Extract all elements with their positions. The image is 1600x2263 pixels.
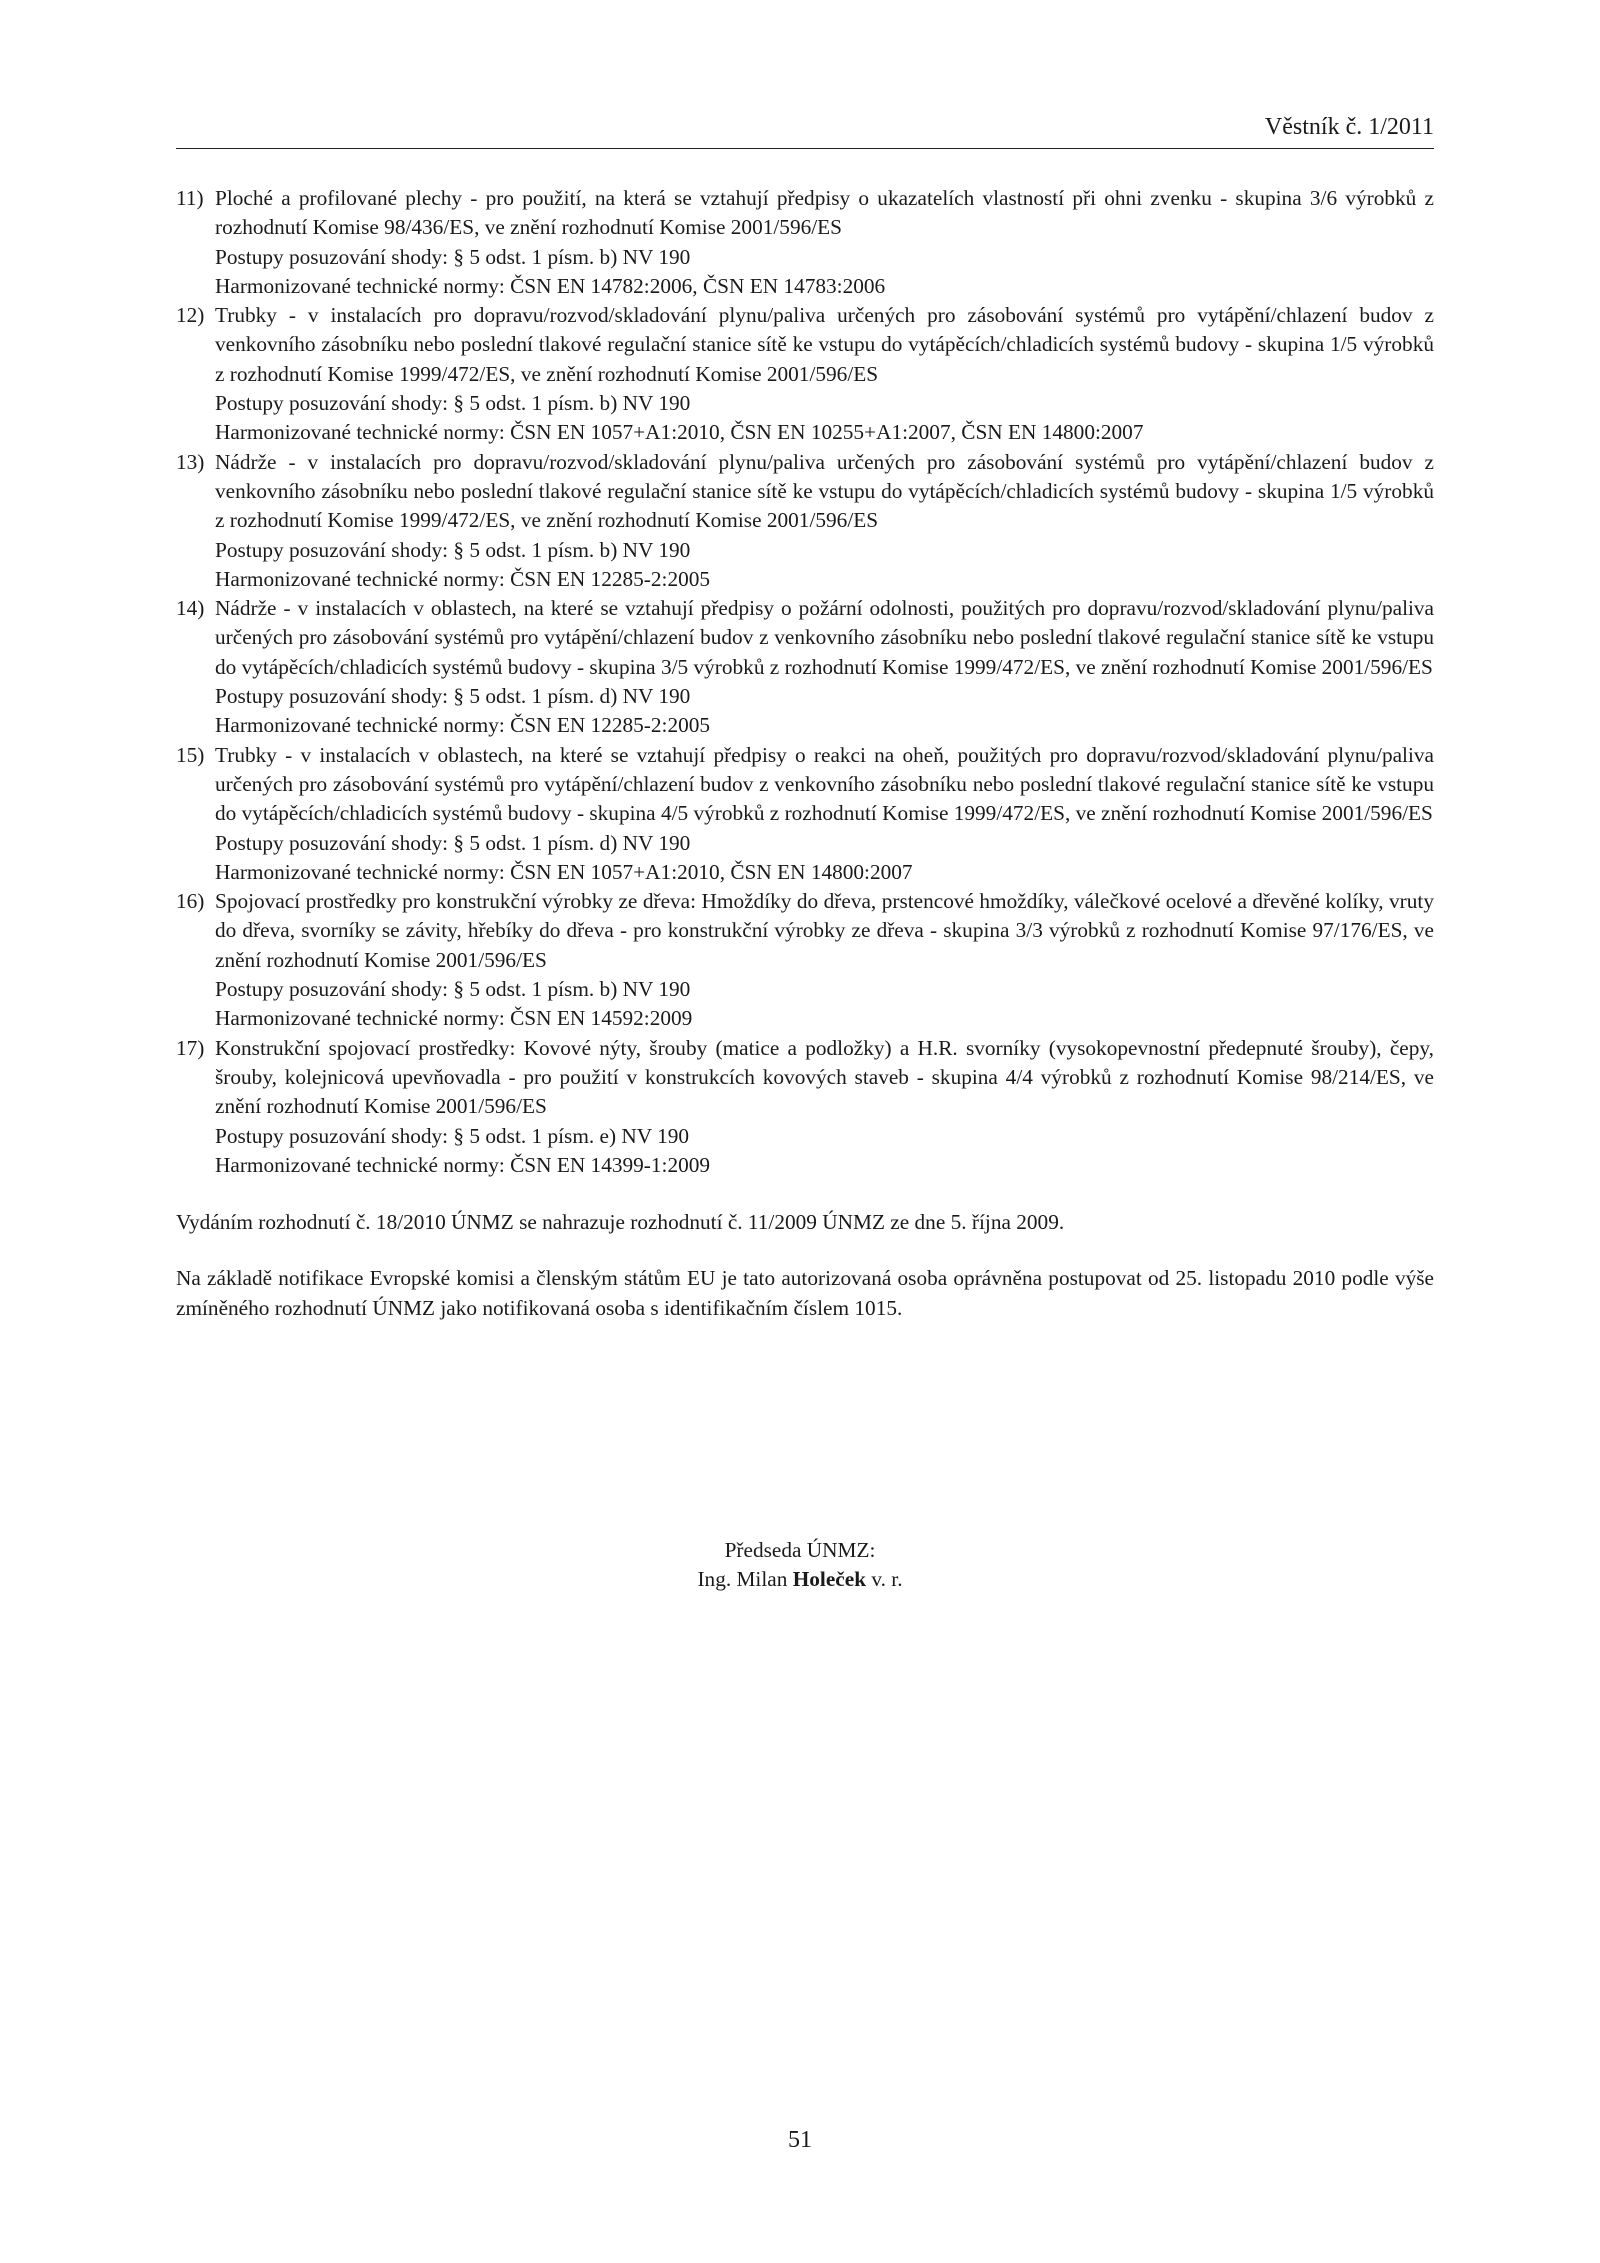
item-norms: Harmonizované technické normy: ČSN EN 12285-2:2005 [215,566,711,591]
item-number: 13) [176,449,205,474]
item-description: Nádrže - v instalacích v oblastech, na které se vztahují předpisy o požární odolnosti, použitých pro dopravu/rozvod/skladování plynu/paliva určených pro zásobování systémů pro vytápění/chlazení budov z venkovního zásobníku nebo poslední tlakové regulační stanice sítě ke vstupu do vytápěcích/chladicích systémů budovy - skupina 3/5 výrobků z rozhodnutí Komise 1999/472/ES, ve znění rozhodnutí Komise 2001/596/ES [215,596,1434,679]
notification-paragraph: Na základě notifikace Evropské komisi a členským státům EU je tato autorizovaná osoba oprávněna postupovat od 25. listopadu 2010 podle výše zmíněného rozhodnutí ÚNMZ jako notifikovaná osoba s identifikačním číslem 1015. [176,1266,1434,1320]
item-number: 12) [176,303,205,328]
item-description: Trubky - v instalacích v oblastech, na které se vztahují předpisy o reakci na oheň, použitých pro dopravu/rozvod/skladování plynu/paliva určených pro zásobování systémů pro vytápění/chlazení budov z venkovního zásobníku nebo poslední tlakové regulační stanice sítě ke vstupu do vytápěcích/chladicích systémů budovy - skupina 4/5 výrobků z rozhodnutí Komise 1999/472/ES, ve znění rozhodnutí Komise 2001/596/ES [215,742,1434,826]
replacement-paragraph: Vydáním rozhodnutí č. 18/2010 ÚNMZ se nahrazuje rozhodnutí č. 11/2009 ÚNMZ ze dne 5. října 2009. [176,1210,1065,1235]
item-procedure: Postupy posuzování shody: § 5 odst. 1 písm. b) NV 190 [215,537,691,562]
item-procedure: Postupy posuzování shody: § 5 odst. 1 písm. b) NV 190 [215,244,691,269]
item-norms: Harmonizované technické normy: ČSN EN 14782:2006, ČSN EN 14783:2006 [215,273,886,298]
item-number: 17) [176,1035,205,1060]
item-number: 15) [176,742,205,767]
signature-line [0,1565,1600,1594]
item-number: 14) [176,596,205,621]
item-description: Nádrže - v instalacích pro dopravu/rozvod/skladování plynu/paliva určených pro zásobování systémů pro vytápění/chlazení budov z venkovního zásobníku nebo poslední tlakové regulační stanice sítě ke vstupu do vytápěcích/chladicích systémů budovy - skupina 1/5 výrobků z rozhodnutí Komise 1999/472/ES, ve znění rozhodnutí Komise 2001/596/ES [215,449,1434,533]
item-description: Ploché a profilované plechy - pro použití, na která se vztahují předpisy o ukazatelích vlastností při ohni zvenku - skupina 3/6 výrobků z rozhodnutí Komise 98/436/ES, ve znění rozhodnutí Komise 2001/596/ES [215,186,1434,240]
item-norms: Harmonizované technické normy: ČSN EN 14399-1:2009 [215,1152,711,1177]
item-norms: Harmonizované technické normy: ČSN EN 14592:2009 [215,1006,693,1031]
item-number: 16) [176,889,205,914]
page-header [176,112,1434,149]
item-description: Konstrukční spojovací prostředky: Kovové nýty, šrouby (matice a podložky) a H.R. svorníky (vysokopevnostní předepnuté šrouby), čepy, šrouby, kolejnicová upevňovadla - pro použití v konstrukcích kovových staveb - skupina 4/4 výrobků z rozhodnutí Komise 98/214/ES, ve znění rozhodnutí Komise 2001/596/ES [215,1035,1434,1119]
signature-block [0,1536,1600,1594]
list-item [176,887,1434,1033]
item-norms: Harmonizované technické normy: ČSN EN 12285-2:2005 [215,713,711,738]
signature-suffix: v. r. [871,1567,903,1591]
item-procedure: Postupy posuzování shody: § 5 odst. 1 písm. b) NV 190 [215,977,691,1002]
list-item [176,448,1434,594]
item-number: 11) [176,186,204,210]
list-item [176,301,1434,447]
list-item [176,184,1434,301]
item-procedure: Postupy posuzování shody: § 5 odst. 1 písm. d) NV 190 [215,684,691,709]
page-number: 51 [788,2127,812,2153]
list-item [176,594,1434,740]
list-item [176,1034,1434,1180]
signature-surname: Holeček [792,1567,867,1591]
item-description: Spojovací prostředky pro konstrukční výrobky ze dřeva: Hmoždíky do dřeva, prstencové hmoždíky, válečkové ocelové a dřevěné kolíky, vruty do dřeva, svorníky se závity, hřebíky do dřeva - pro konstrukční výrobky ze dřeva - skupina 3/3 výrobků z rozhodnutí Komise 97/176/ES, ve znění rozhodnutí Komise 2001/596/ES [215,889,1434,972]
item-description: Trubky - v instalacích pro dopravu/rozvod/skladování plynu/paliva určených pro zásobování systémů pro vytápění/chlazení budov z venkovního zásobníku nebo poslední tlakové regulační stanice sítě ke vstupu do vytápěcích/chladicích systémů budovy - skupina 1/5 výrobků z rozhodnutí Komise 1999/472/ES, ve znění rozhodnutí Komise 2001/596/ES [215,303,1434,386]
item-norms: Harmonizované technické normy: ČSN EN 1057+A1:2010, ČSN EN 14800:2007 [215,859,913,884]
list-item [176,741,1434,887]
document-body [176,184,1434,1323]
signature-role: Předseda ÚNMZ: [724,1538,876,1562]
item-procedure: Postupy posuzování shody: § 5 odst. 1 písm. d) NV 190 [215,830,691,855]
item-norms: Harmonizované technické normy: ČSN EN 1057+A1:2010, ČSN EN 10255+A1:2007, ČSN EN 14800:2007 [215,420,1144,445]
item-procedure: Postupy posuzování shody: § 5 odst. 1 písm. b) NV 190 [215,391,691,416]
signature-name-prefix: Ing. Milan [697,1567,788,1591]
item-procedure: Postupy posuzování shody: § 5 odst. 1 písm. e) NV 190 [215,1123,690,1148]
bulletin-title: Věstník č. 1/2011 [1264,114,1434,140]
